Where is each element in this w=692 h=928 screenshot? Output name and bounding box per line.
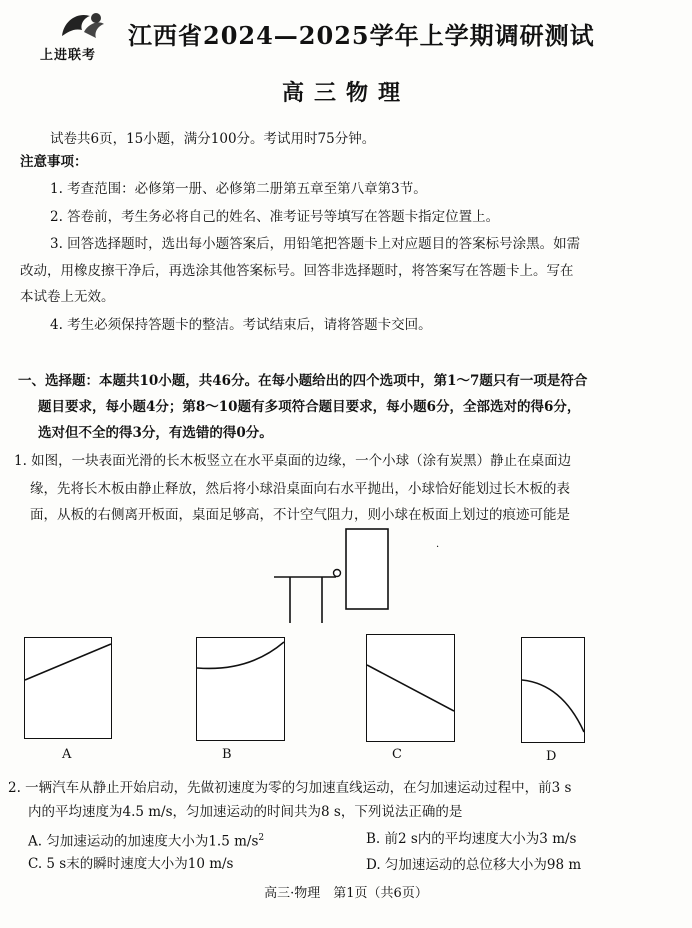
q2-option-d[interactable]: D. 匀加速运动的总位移大小为98 m [366,857,582,873]
q1-line3: 面，从板的右侧离开板面，桌面足够高，不计空气阻力，则小球在板面上划过的痕迹可能是 [30,507,570,523]
q1-option-a-label[interactable]: A [62,747,72,762]
q1-line2: 缘，先将长木板由静止释放，然后将小球沿桌面向右水平抛出，小球恰好能划过长木板的表 [30,481,570,497]
q1-option-b-label[interactable]: B [222,747,232,762]
exam-intro: 试卷共6页，15小题，满分100分。考试用时75分钟。 [50,131,376,147]
q1-option-c-figure [366,634,455,742]
q1-option-a-figure [24,637,112,739]
note-item-2: 2. 答卷前，考生务必将自己的姓名、准考证号等填写在答题卡指定位置上。 [50,209,500,225]
q1-setup-figure [270,525,400,625]
q2-option-a-text: A. 匀加速运动的加速度大小为1.5 m/s [28,833,259,850]
q2-option-c[interactable]: C. 5 s末的瞬时速度大小为10 m/s [28,856,234,872]
page-footer: 高三·物理 第1页（共6页） [264,886,428,901]
q1-line1: 1. 如图，一块表面光滑的长木板竖立在水平桌面的边缘，一个小球（涂有炭黑）静止在桌面边 [14,453,572,469]
q1-option-d-label[interactable]: D [546,749,557,764]
section-1-line3: 选对但不全的得3分，有选错的得0分。 [38,425,273,441]
q1-option-b-figure [196,637,285,741]
logo-emblem-icon [44,6,128,46]
q2-line2: 内的平均速度为4.5 m/s，匀加速运动的时间共为8 s，下列说法正确的是 [28,804,463,820]
note-item-3-line2: 改动，用橡皮擦干净后，再选涂其他答案标号。回答非选择题时，将答案写在答题卡上。写在 [20,263,574,279]
q2-option-a-superscript: 2 [258,833,265,843]
subject-title: 高三物理 [281,80,410,106]
section-1-line1: 一、选择题：本题共10小题，共46分。在每小题给出的四个选项中，第1～7题只有一项是符合 [18,373,588,389]
note-item-4: 4. 考生必须保持答题卡的整洁。考试结束后，请将答题卡交回。 [50,317,432,333]
q2-option-a[interactable] [28,829,264,851]
note-item-3-line3: 本试卷上无效。 [20,289,115,305]
org-name: 上进联考 [40,48,97,63]
q1-option-d-figure [521,637,585,743]
figure-speck: · [436,542,440,553]
notes-heading: 注意事项： [20,154,88,170]
q1-option-c-label[interactable]: C [392,747,402,762]
section-1-line2: 题目要求，每小题4分；第8～10题有多项符合题目要求，每小题6分，全部选对的得6分， [38,399,581,415]
exam-title: 江西省2024—2025学年上学期调研测试 [128,21,595,50]
note-item-1: 1. 考查范围：必修第一册、必修第二册第五章至第八章第3节。 [50,181,427,197]
q2-line1: 2. 一辆汽车从静止开始启动，先做初速度为零的匀加速直线运动，在匀加速运动过程中，前3 s [8,780,572,796]
note-item-3-line1: 3. 回答选择题时，选出每小题答案后，用铅笔把答题卡上对应题目的答案标号涂黑。如需 [50,236,581,252]
q2-option-b[interactable]: B. 前2 s内的平均速度大小为3 m/s [366,831,577,847]
